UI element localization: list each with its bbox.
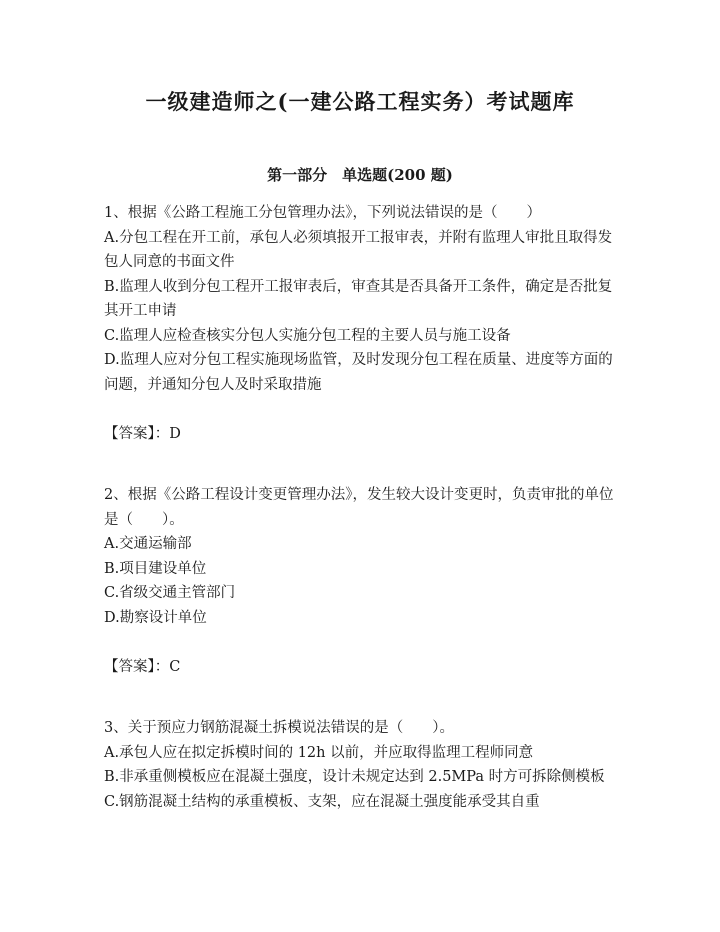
option-b: B.监理人收到分包工程开工报审表后，审查其是否具备开工条件，确定是否批复其开工申请 (104, 278, 613, 319)
option-b: B.项目建设单位 (104, 560, 207, 577)
answer-2: 【答案】：C (104, 659, 181, 675)
question-stem: 1、根据《公路工程施工分包管理办法》，下列说法错误的是（ ） (104, 205, 541, 221)
option-c: C.监理人应检查核实分包人实施分包工程的主要人员与施工设备 (104, 327, 511, 344)
question-1 (104, 201, 614, 397)
question-3 (104, 716, 614, 814)
option-d: D.勘察设计单位 (104, 609, 207, 626)
option-d: D.监理人应对分包工程实施现场监管，及时发现分包工程在质量、进度等方面的问题，并通知分包人及时采取措施 (104, 352, 613, 393)
option-a: A.承包人应在拟定拆模时间的 12h 以前，并应取得监理工程师同意 (104, 744, 534, 761)
question-stem: 3、关于预应力钢筋混凝土拆模说法错误的是（ ）。 (104, 720, 454, 736)
option-c: C.钢筋混凝土结构的承重模板、支架，应在混凝土强度能承受其自重 (104, 793, 540, 810)
question-stem: 2、根据《公路工程设计变更管理办法》，发生较大设计变更时，负责审批的单位是（ ）。 (104, 487, 614, 528)
option-c: C.省级交通主管部门 (104, 585, 236, 601)
question-2 (104, 483, 614, 630)
document-title: 一级建造师之(一建公路工程实务）考试题库 (145, 89, 575, 114)
section-title: 第一部分 单选题(200 题) (267, 166, 453, 184)
option-b: B.非承重侧模板应在混凝土强度，设计未规定达到 2.5MPa 时方可拆除侧模板 (104, 769, 605, 785)
option-a: A.交通运输部 (104, 536, 192, 552)
answer-1: 【答案】：D (104, 426, 181, 442)
option-a: A.分包工程在开工前，承包人必须填报开工报审表，并附有监理人审批且取得发包人同意的书面文件 (104, 229, 613, 270)
